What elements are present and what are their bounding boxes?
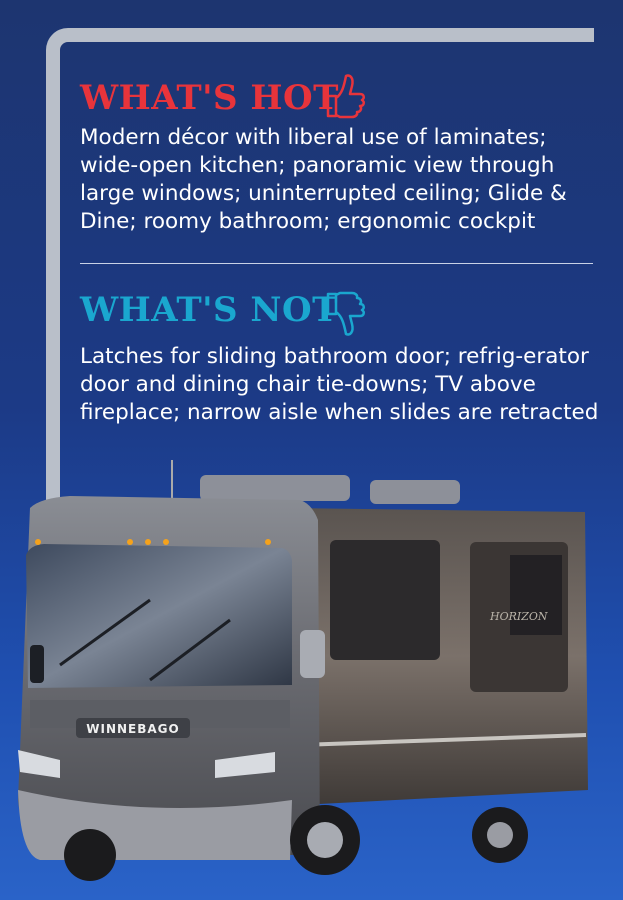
thumbs-down-icon bbox=[322, 290, 366, 340]
motorhome-photo bbox=[0, 460, 623, 900]
whats-not-heading: WHAT'S NOT bbox=[80, 290, 338, 330]
whats-hot-text: Modern décor with liberal use of laminates; wide-open kitchen; panoramic view through large windows; uninterrupted ceiling; Glide & Dine; roomy bathroom; ergonomic cockpit bbox=[80, 125, 567, 234]
section-divider bbox=[80, 263, 593, 264]
thumbs-up-icon bbox=[322, 70, 366, 120]
whats-hot-heading: WHAT'S HOT bbox=[80, 78, 339, 118]
whats-not-text: Latches for sliding bathroom door; refrig-erator door and dining chair tie-downs; TV above fireplace; narrow aisle when slides are retracted bbox=[80, 344, 599, 425]
brand-badge-text: WINNEBAGO bbox=[86, 722, 180, 736]
model-script-text: HORIZON bbox=[490, 610, 548, 623]
